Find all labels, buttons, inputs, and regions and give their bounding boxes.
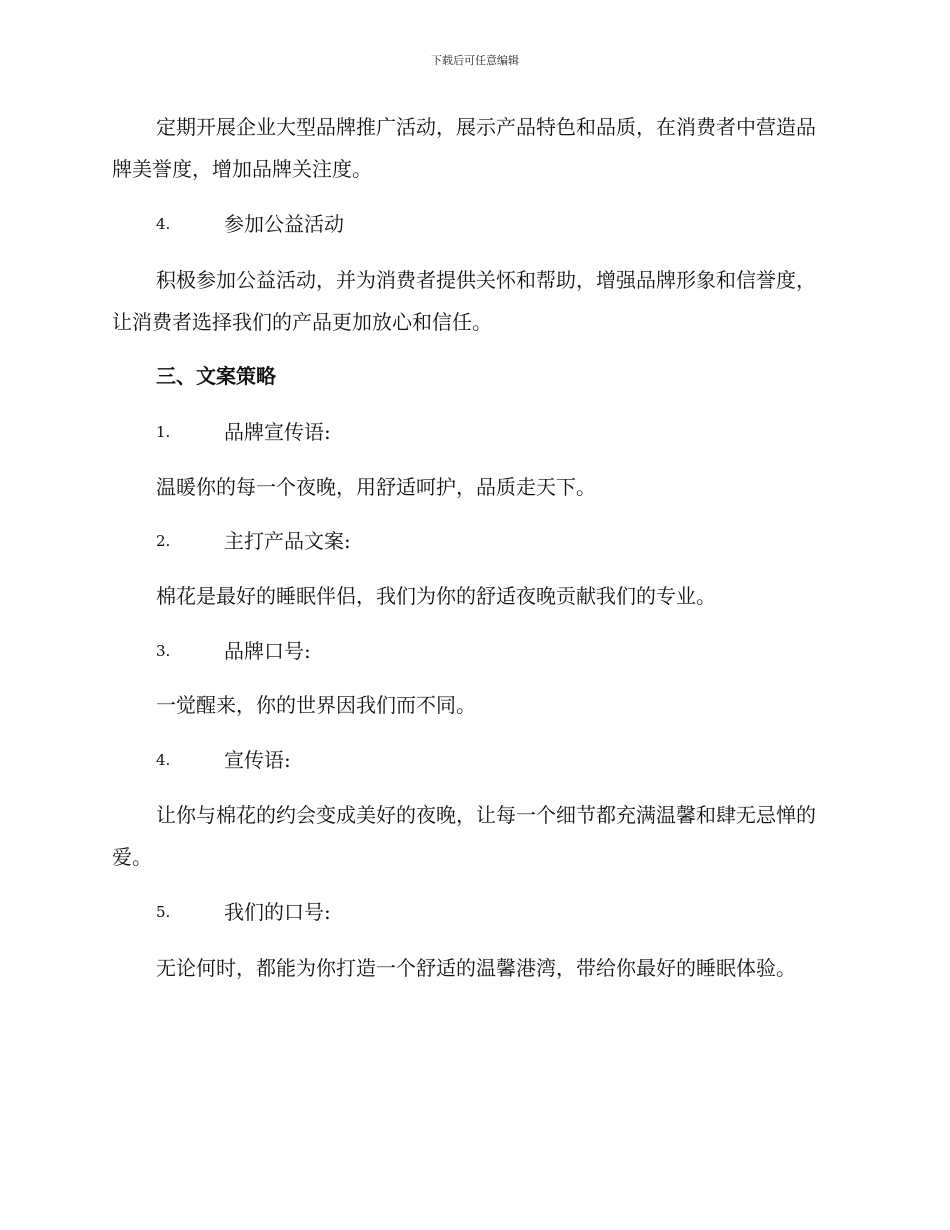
list-label: 参加公益活动 — [224, 212, 344, 236]
section-heading-copy-strategy: 三、文案策略 — [156, 364, 276, 388]
list-number: 1. — [156, 423, 171, 441]
page-header: 下载后可任意编辑 — [431, 54, 519, 67]
list-number: 3. — [156, 642, 171, 660]
list-item-our-slogan — [156, 898, 836, 926]
list-item-tagline — [156, 746, 836, 774]
line-brand-slogan: 温暖你的每一个夜晚，用舒适呵护，品质走天下。 — [156, 475, 596, 499]
list-number: 2. — [156, 532, 171, 550]
paragraph-brand-promotion: 定期开展企业大型品牌推广活动，展示产品特色和品质，在消费者中营造品牌美誉度，增加品牌关注度。 — [112, 115, 816, 181]
list-label: 宣传语: — [224, 748, 291, 772]
list-number: 4. — [156, 215, 171, 233]
list-label: 我们的口号: — [224, 900, 331, 924]
list-item-brand-slogan — [156, 418, 836, 446]
paragraph-tagline: 让你与棉花的约会变成美好的夜晚，让每一个细节都充满温馨和肆无忌惮的爱。 — [112, 803, 816, 869]
list-label: 品牌口号: — [224, 639, 311, 663]
list-item-product-copy — [156, 527, 836, 555]
paragraph-our-slogan: 无论何时，都能为你打造一个舒适的温馨港湾，带给你最好的睡眠体验。 — [156, 956, 796, 980]
list-number: 5. — [156, 903, 171, 921]
list-label: 主打产品文案: — [224, 529, 351, 553]
list-number: 4. — [156, 751, 171, 769]
list-item-brand-motto — [156, 637, 836, 665]
list-label: 品牌宣传语: — [224, 420, 331, 444]
list-item-charity — [156, 210, 836, 238]
paragraph-charity: 积极参加公益活动，并为消费者提供关怀和帮助，增强品牌形象和信誉度，让消费者选择我们的产品更加放心和信任。 — [112, 268, 816, 334]
line-product-copy: 棉花是最好的睡眠伴侣，我们为你的舒适夜晚贡献我们的专业。 — [156, 584, 716, 608]
line-brand-motto: 一觉醒来，你的世界因我们而不同。 — [156, 693, 476, 717]
